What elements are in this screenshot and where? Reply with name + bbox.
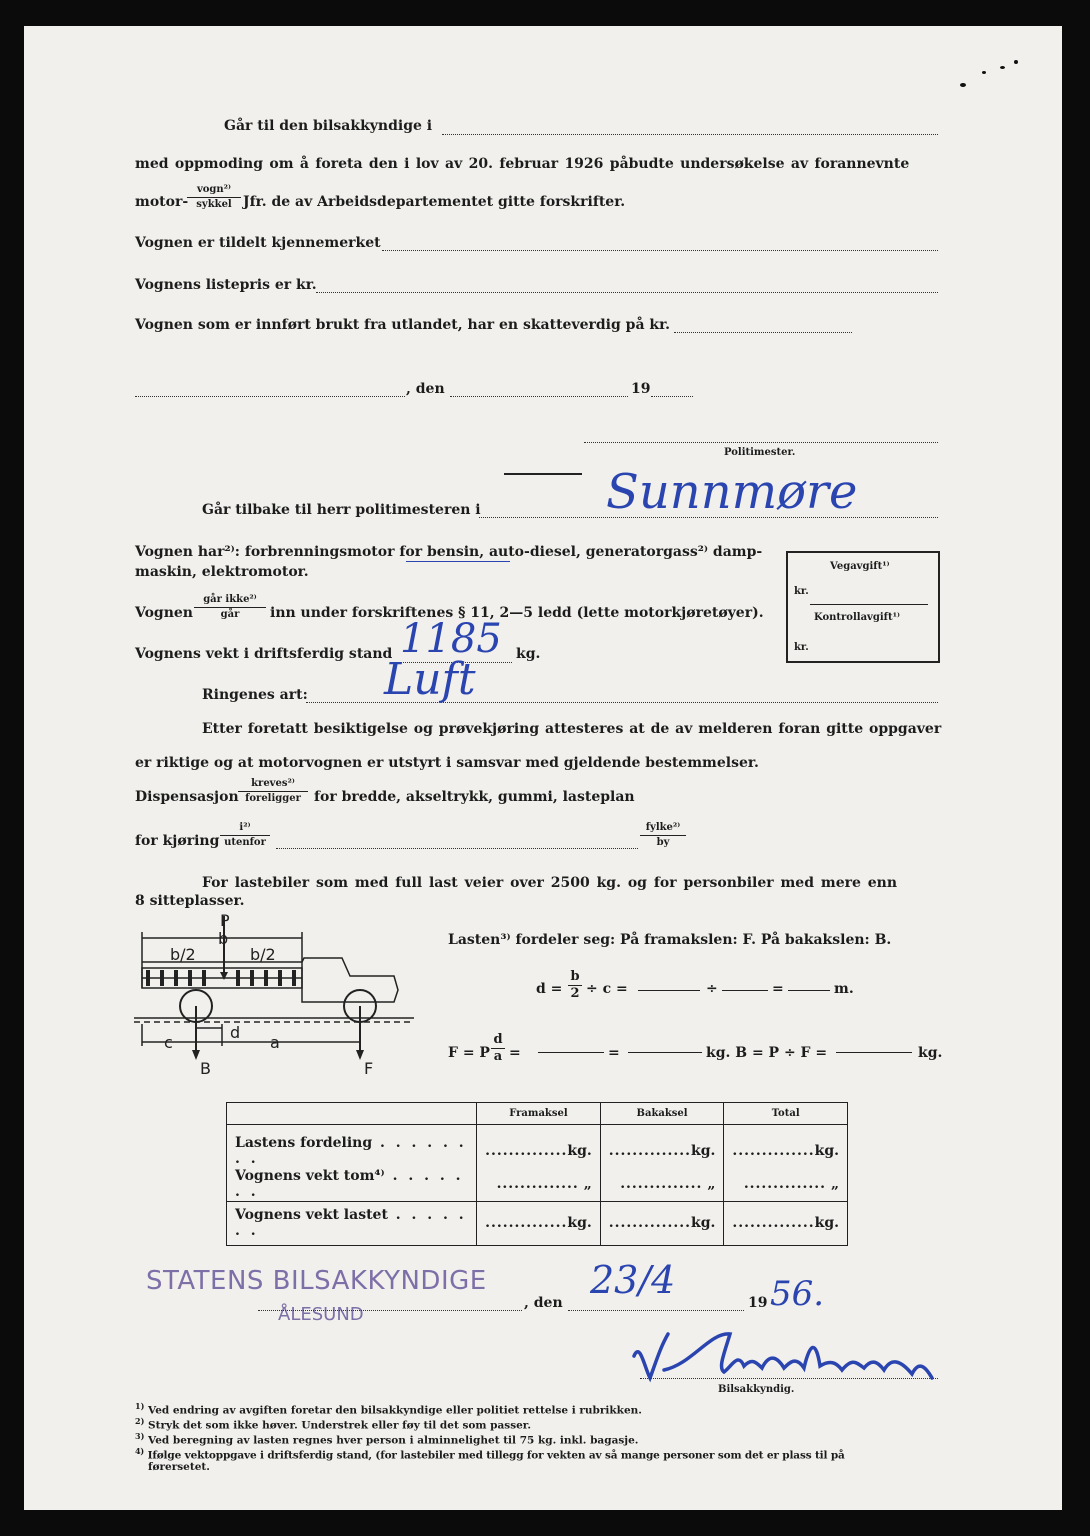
date-den-2: , den (524, 1295, 563, 1311)
formula2-eq2: = (608, 1045, 620, 1061)
light-fraction (194, 594, 266, 621)
row-cell[interactable]: .............. „ (600, 1167, 724, 1201)
driving-den: utenfor (224, 837, 266, 848)
diagram-d: d (230, 1023, 241, 1042)
light-suffix: inn under forskriftenes § 11, 2—5 ledd (lette motorkjøretøyer). (270, 605, 764, 621)
ink-speck (1000, 66, 1005, 69)
formula1-unit: m. (834, 981, 854, 997)
vegavgift-kr: kr. (794, 586, 809, 597)
diagram-bb: B (200, 1059, 211, 1078)
county-den: by (656, 837, 670, 848)
light-den: går (220, 609, 240, 620)
date-den-1: , den (406, 381, 445, 397)
year-handwriting: 56. (770, 1274, 825, 1314)
formula2-blank-3 (836, 1052, 912, 1053)
import-value-label: Vognen som er innført brukt fra utlandet, har en skatteverdig på kr. (135, 317, 671, 333)
row-cell[interactable]: ..............kg. (724, 1201, 848, 1245)
tyres-handwriting: Luft (384, 654, 476, 705)
plate-label: Vognen er tildelt kjennemerket (135, 235, 381, 251)
diagram-ff: F (364, 1059, 374, 1078)
request-text: med oppmoding om å foreta den i lov av 20. februar 1926 påbudte undersøkelse av forannevnte (135, 156, 910, 172)
row-cell[interactable]: ..............kg. (600, 1201, 724, 1245)
footnote-3: $^{3)}$ Ved beregning av lasten regnes hver person i alminnelighet til 75 kg. inkl. bagasje. (135, 1431, 639, 1447)
bilsakkyndig-label: Bilsakkyndig. (718, 1384, 795, 1395)
weight-label: Vognens vekt i driftsferdig stand (135, 646, 393, 662)
formula2-kgb: kg. B = P ÷ F = (706, 1045, 828, 1061)
separator-line (504, 473, 582, 475)
dispensation-fraction (238, 778, 308, 805)
date-field-2[interactable] (568, 1310, 744, 1311)
bilsakkyndig-signature (620, 1322, 940, 1392)
dispensation-prefix: Dispensasjon (135, 789, 239, 805)
driving-fraction (220, 822, 270, 849)
row-cell[interactable]: ..............kg. (477, 1125, 601, 1168)
formula2-den: a (493, 1049, 503, 1064)
year-prefix-1: 19 (631, 381, 651, 397)
diagram-p: P (220, 914, 230, 930)
row-label: Vognens vekt tom⁴⁾ . . . . . . . (227, 1167, 477, 1201)
vehicle-type-num: vogn²⁾ (187, 184, 241, 198)
footnote-4-cont: førersetet. (148, 1461, 210, 1473)
weight-handwriting: 1185 (400, 616, 502, 662)
fee-divider (810, 604, 928, 605)
kontrollavgift-label: Kontrollavgift¹⁾ (814, 612, 900, 623)
vegavgift-label: Vegavgift¹⁾ (830, 561, 890, 572)
footnote-4: $^{4)}$ Ifølge vektoppgave i driftsferdig stand, (for lastebiler med tillegg for vekten av så mange personer som det er plass til på (135, 1446, 845, 1462)
table-corner (227, 1103, 477, 1125)
row-cell[interactable]: ..............kg. (477, 1201, 601, 1245)
formula2-num: d (491, 1033, 505, 1049)
bilsakkyndig-signature-field[interactable] (640, 1378, 938, 1379)
form-sheet (24, 26, 1062, 1510)
stamp-line-1: STATENS BILSAKKYNDIGE (146, 1266, 487, 1296)
formula2-fraction (491, 1033, 505, 1064)
county-num: fylke²⁾ (640, 822, 686, 836)
return-label: Går tilbake til herr politimesteren i (202, 502, 481, 518)
diagram-c: c (164, 1033, 173, 1052)
ink-speck (1014, 60, 1018, 64)
footnote-2: $^{2)}$ Stryk det som ikke høver. Understrek eller føy til det som passer. (135, 1416, 532, 1432)
header-framaksel: Framaksel (477, 1103, 601, 1125)
formula1-rest: ÷ c = (586, 981, 628, 997)
dispatch-field[interactable] (442, 134, 938, 135)
load-table (226, 1102, 848, 1246)
formula2-unit: kg. (918, 1045, 943, 1061)
stamp-line-2: ÅLESUND (278, 1304, 364, 1325)
row-cell[interactable]: ..............kg. (724, 1125, 848, 1168)
politimester-signature-field[interactable] (584, 442, 938, 443)
tyres-label: Ringenes art: (202, 687, 308, 703)
row-label: Lastens fordeling . . . . . . . . (227, 1125, 477, 1168)
fee-box (786, 551, 940, 663)
row-cell[interactable]: .............. „ (477, 1167, 601, 1201)
formula2-blank-1 (538, 1052, 604, 1053)
table-row (227, 1125, 848, 1168)
plate-field[interactable] (382, 250, 938, 251)
diagram-b-half-left: b/2 (170, 945, 196, 964)
dispensation-suffix: for bredde, akseltrykk, gummi, lasteplan (314, 789, 635, 805)
import-value-field[interactable] (674, 332, 852, 333)
table-row (227, 1201, 848, 1245)
row-cell[interactable]: ..............kg. (600, 1125, 724, 1168)
diagram-b: b (218, 929, 229, 948)
formula1-num: b (568, 970, 582, 986)
formula2-lhs: F = P (448, 1045, 490, 1061)
truck-note-2: 8 sitteplasser. (135, 893, 245, 909)
place-field-2[interactable] (258, 1310, 522, 1311)
load-distribution: Lasten³⁾ fordeler seg: På framakslen: F. På bakakslen: B. (448, 932, 892, 948)
bensin-underline (406, 561, 510, 562)
driving-num: i²⁾ (220, 822, 270, 836)
formula1-minus: ÷ (706, 981, 718, 997)
row-label: Vognens vekt lastet . . . . . . . (227, 1201, 477, 1245)
year-field-1[interactable] (651, 396, 693, 397)
motor-prefix: motor- (135, 194, 189, 210)
engine-line-2: maskin, elektromotor. (135, 564, 309, 580)
truck-note-1: For lastebiler som med full last veier over 2500 kg. og for personbiler med mere enn (202, 875, 898, 891)
light-prefix: Vognen (135, 605, 193, 621)
axle-load-diagram (124, 914, 424, 1084)
dispatch-label: Går til den bilsakkyndige i (224, 118, 433, 134)
weight-unit: kg. (516, 646, 541, 662)
dispensation-den: foreligger (245, 793, 301, 804)
politimester-label: Politimester. (724, 447, 796, 458)
formula1-den: 2 (570, 986, 580, 1001)
attest-line-2: er riktige og at motorvognen er utstyrt i samsvar med gjeldende bestemmelser. (135, 755, 759, 771)
kontrollavgift-kr: kr. (794, 642, 809, 653)
vehicle-type-den: sykkel (196, 199, 232, 210)
formula2-eq1: = (509, 1045, 521, 1061)
engine-line: Vognen har²⁾: forbrenningsmotor for bensin, auto-diesel, generatorgass²⁾ damp- (135, 544, 763, 560)
place-field-1[interactable] (135, 396, 405, 397)
regulation-text: Jfr. de av Arbeidsdepartementet gitte forskrifter. (243, 194, 626, 210)
attest-line-1: Etter foretatt besiktigelse og prøvekjøring attesteres at de av melderen foran gitte oppgaver (202, 721, 942, 737)
header-total: Total (724, 1103, 848, 1125)
footnote-1: $^{1)}$ Ved endring av avgiften foretar den bilsakkyndige eller politiet rettelse i rubrikken. (135, 1401, 642, 1417)
list-price-field[interactable] (316, 292, 938, 293)
date-field-1[interactable] (450, 396, 628, 397)
formula1-lhs: d = (536, 981, 563, 997)
light-num: går ikke²⁾ (194, 594, 266, 608)
formula1-blank-1 (638, 990, 700, 991)
row-cell[interactable]: .............. „ (724, 1167, 848, 1201)
ink-speck (982, 71, 986, 74)
header-bakaksel: Bakaksel (600, 1103, 724, 1125)
formula1-blank-3 (788, 990, 830, 991)
formula2-blank-2 (628, 1052, 702, 1053)
diagram-a: a (270, 1033, 280, 1052)
formula1-fraction (568, 970, 582, 1001)
return-handwriting: Sunnmøre (606, 464, 858, 520)
date-handwriting: 23/4 (590, 1258, 676, 1302)
list-price-label: Vognens listepris er kr. (135, 277, 317, 293)
driving-field[interactable] (276, 848, 638, 849)
ink-speck (960, 83, 966, 87)
formula1-blank-2 (722, 990, 768, 991)
table-row (227, 1167, 848, 1201)
dispensation-num: kreves²⁾ (238, 778, 308, 792)
year-prefix-2: 19 (748, 1295, 768, 1311)
vehicle-type-fraction (187, 184, 241, 211)
driving-prefix: for kjøring (135, 833, 220, 849)
county-fraction (640, 822, 686, 849)
diagram-b-half-right: b/2 (250, 945, 276, 964)
formula1-eq: = (772, 981, 784, 997)
